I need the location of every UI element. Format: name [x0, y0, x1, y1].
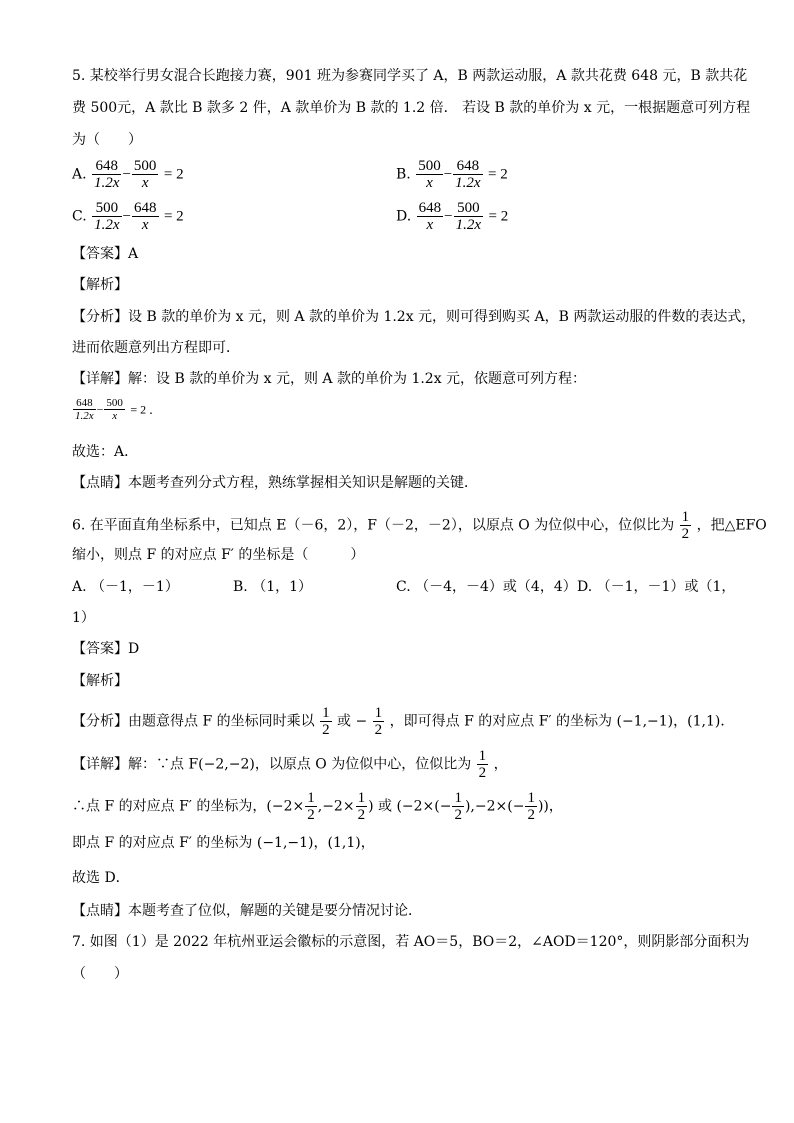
q6-stem-line-2: 缩小，则点 F 的对应点 F′ 的坐标是（ ）: [72, 547, 365, 563]
fraction: $\frac{1}{2}$: [374, 705, 383, 738]
q5-stem-line-2: 费 500元，A 款比 B 款多 2 件，A 款单价为 B 款的 1.2 倍． 若设 B 款的单价为 x 元，一根据题意可列方程: [72, 100, 751, 116]
q5-choice-c: C. $\frac{500}{1.2x}$ − $\frac{648}{x}$ = 2: [72, 200, 184, 233]
q5-choice-a: A. $\frac{648}{1.2x}$ − $\frac{500}{x}$ = 2: [72, 158, 184, 191]
fraction: $\frac{500}{1.2x}$: [94, 200, 120, 233]
q5-fenxi-line-1: 【分析】设 B 款的单价为 x 元，则 A 款的单价为 1.2x 元，则可得到购买 A，B 两款运动服的件数的表达式，: [72, 309, 756, 325]
q6-choice-b: B. （1，1）: [233, 579, 313, 595]
q6-ji: 即点 F 的对应点 F′ 的坐标为 (−1,−1)，(1,1)，: [72, 835, 375, 851]
fraction: $\frac{1}{2}$: [454, 790, 462, 823]
fraction: $\frac{648}{x}$: [134, 200, 157, 233]
q5-fenxi-line-2: 进而依题意列出方程即可．: [72, 340, 240, 356]
q5-stem-line-3: 为（ ）: [72, 132, 142, 148]
q6-choice-d: D. （－1，－1）或（1，: [577, 579, 736, 595]
fraction: $\frac{648}{1.2x}$: [75, 397, 94, 422]
q6-answer: 【答案】D: [72, 641, 140, 657]
fraction: $\frac{500}{1.2x}$: [455, 200, 482, 233]
fraction: $\frac{500}{x}$: [106, 397, 123, 422]
fraction: $\frac{1}{2}$: [307, 790, 315, 823]
fraction: $\frac{1}{2}$: [478, 748, 487, 781]
q5-equation: $\frac{648}{1.2x}$ − $\frac{500}{x}$ = 2 ．: [75, 397, 162, 422]
fraction: $\frac{500}{x}$: [418, 158, 441, 191]
fraction: $\frac{1}{2}$: [322, 705, 330, 738]
q5-guxuan: 故选：A．: [72, 444, 139, 460]
fraction: $\frac{648}{x}$: [418, 200, 442, 233]
q5-choice-d: D. $\frac{648}{x}$ − $\frac{500}{1.2x}$ = 2: [396, 200, 509, 233]
q6-stem-line-1: 6. 在平面直角坐标系中，已知点 E（－6，2），F（－2，－2），以原点 O 为位似中心，位似比为 $\frac{1}{2}$ ，把△EFO: [72, 509, 767, 542]
q6-fenxi: 【分析】由题意得点 F 的坐标同时乘以 $\frac{1}{2}$ 或 − $\frac{1}{2}$ ，即可得点 F 的对应点 F′ 的坐标为 (−1,−1)，(1,1)．: [72, 705, 735, 738]
q6-choice-a: A. （－1，－1）: [72, 579, 179, 595]
fraction: $\frac{500}{x}$: [133, 158, 157, 191]
q6-xiangjie: 【详解】解：∵点 F(−2,−2)，以原点 O 为位似中心，位似比为 $\frac{1}{2}$ ，: [72, 748, 508, 781]
fraction: $\frac{1}{2}$: [357, 790, 366, 823]
q5-jiexi: 【解析】: [72, 277, 128, 293]
q6-choice-c: C. （－4，－4）或（4，4）: [396, 579, 577, 595]
fraction: $\frac{648}{1.2x}$: [94, 158, 120, 191]
q6-choice-d-wrap: 1）: [72, 610, 95, 626]
q5-answer: 【答案】A: [72, 246, 139, 262]
fraction: $\frac{1}{2}$: [527, 790, 535, 823]
q5-stem-line-1: 5. 某校举行男女混合长跑接力赛，901 班为参赛同学买了 A，B 两款运动服，A 款共花费 648 元，B 款共花: [72, 68, 748, 84]
fraction: $\frac{648}{1.2x}$: [455, 158, 481, 191]
q5-choice-b: B. $\frac{500}{x}$ − $\frac{648}{1.2x}$ = 2: [396, 158, 508, 191]
q6-jiexi: 【解析】: [72, 673, 128, 689]
q7-stem-line-2: （ ）: [72, 966, 128, 982]
q5-xiangjie: 【详解】解：设 B 款的单价为 x 元，则 A 款的单价为 1.2x 元，依题意可列方程：: [72, 371, 587, 387]
q7-stem-line-1: 7. 如图（1）是 2022 年杭州亚运会徽标的示意图，若 AO＝5，BO＝2，∠AOD＝120°，则阴影部分面积为: [72, 934, 750, 950]
q5-dianjing: 【点睛】本题考查列分式方程，熟练掌握相关知识是解题的关键．: [72, 475, 478, 491]
q6-dianjing: 【点睛】本题考查了位似，解题的关键是要分情况讨论．: [72, 903, 422, 919]
q6-guxuan: 故选 D．: [72, 870, 130, 886]
fraction: $\frac{1}{2}$: [681, 509, 690, 542]
q6-therefore: ∴点 F 的对应点 F′ 的坐标为，(−2× $\frac{1}{2}$ ,−2× $\frac{1}{2}$ ) 或 (−2×(− $\frac{1}{2}$ ),−2×(− $\frac{1}{2}$ ))，: [72, 790, 563, 823]
